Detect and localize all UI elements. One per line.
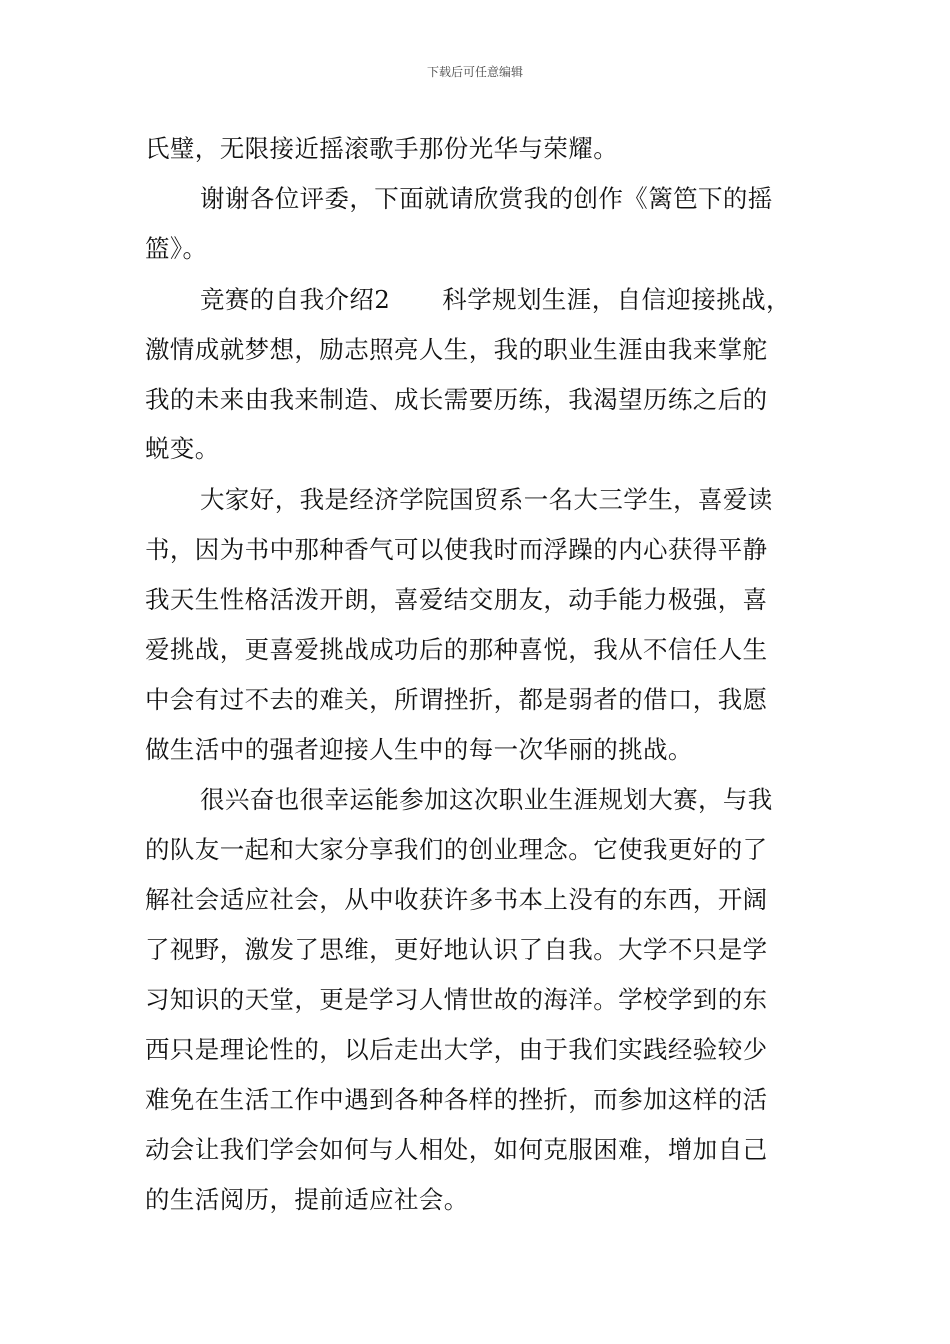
- paragraph-line: 了视野，激发了思维，更好地认识了自我。大学不只是学: [145, 935, 768, 964]
- paragraph-line: 西只是理论性的，以后走出大学，由于我们实践经验较少: [145, 1035, 768, 1064]
- paragraph-line: 解社会适应社会，从中收获许多书本上没有的东西，开阔: [145, 885, 768, 914]
- paragraph-line: 爱挑战，更喜爱挑战成功后的那种喜悦，我从不信任人生: [145, 635, 768, 664]
- paragraph-line: 动会让我们学会如何与人相处，如何克服困难，增加自己: [145, 1135, 768, 1164]
- paragraph-line: 习知识的天堂，更是学习人情世故的海洋。学校学到的东: [145, 985, 768, 1014]
- paragraph-line: 大家好，我是经济学院国贸系一名大三学生，喜爱读: [200, 485, 773, 514]
- paragraph-line: 做生活中的强者迎接人生中的每一次华丽的挑战。: [145, 735, 693, 764]
- paragraph-line: 的队友一起和大家分享我们的创业理念。它使我更好的了: [145, 835, 768, 864]
- paragraph-line: 难免在生活工作中遇到各种各样的挫折，而参加这样的活: [145, 1085, 768, 1114]
- section-heading: 竞赛的自我介绍2: [200, 285, 391, 314]
- paragraph-line: 书，因为书中那种香气可以使我时而浮躁的内心获得平静: [145, 535, 768, 564]
- paragraph-line: 篮》。: [145, 234, 208, 263]
- paragraph-line: 中会有过不去的难关，所谓挫折，都是弱者的借口，我愿: [145, 685, 768, 714]
- paragraph-line: 我的未来由我来制造、成长需要历练，我渴望历练之后的: [145, 385, 768, 414]
- paragraph-line: 很兴奋也很幸运能参加这次职业生涯规划大赛，与我: [200, 785, 773, 814]
- section-heading-line: [200, 284, 815, 316]
- paragraph-line: 激情成就梦想，励志照亮人生，我的职业生涯由我来掌舵: [145, 335, 768, 364]
- paragraph-line: 科学规划生涯，自信迎接挑战，: [442, 285, 791, 314]
- page-header: 下载后可任意编辑: [426, 65, 523, 79]
- paragraph-line: 氏璧，无限接近摇滚歌手那份光华与荣耀。: [145, 134, 619, 163]
- paragraph-line: 我天生性格活泼开朗，喜爱结交朋友，动手能力极强，喜: [145, 585, 768, 614]
- paragraph-line: 的生活阅历，提前适应社会。: [145, 1185, 469, 1214]
- paragraph-line: 谢谢各位评委，下面就请欣赏我的创作《篱笆下的摇: [200, 184, 773, 213]
- paragraph-line: 蜕变。: [145, 434, 220, 463]
